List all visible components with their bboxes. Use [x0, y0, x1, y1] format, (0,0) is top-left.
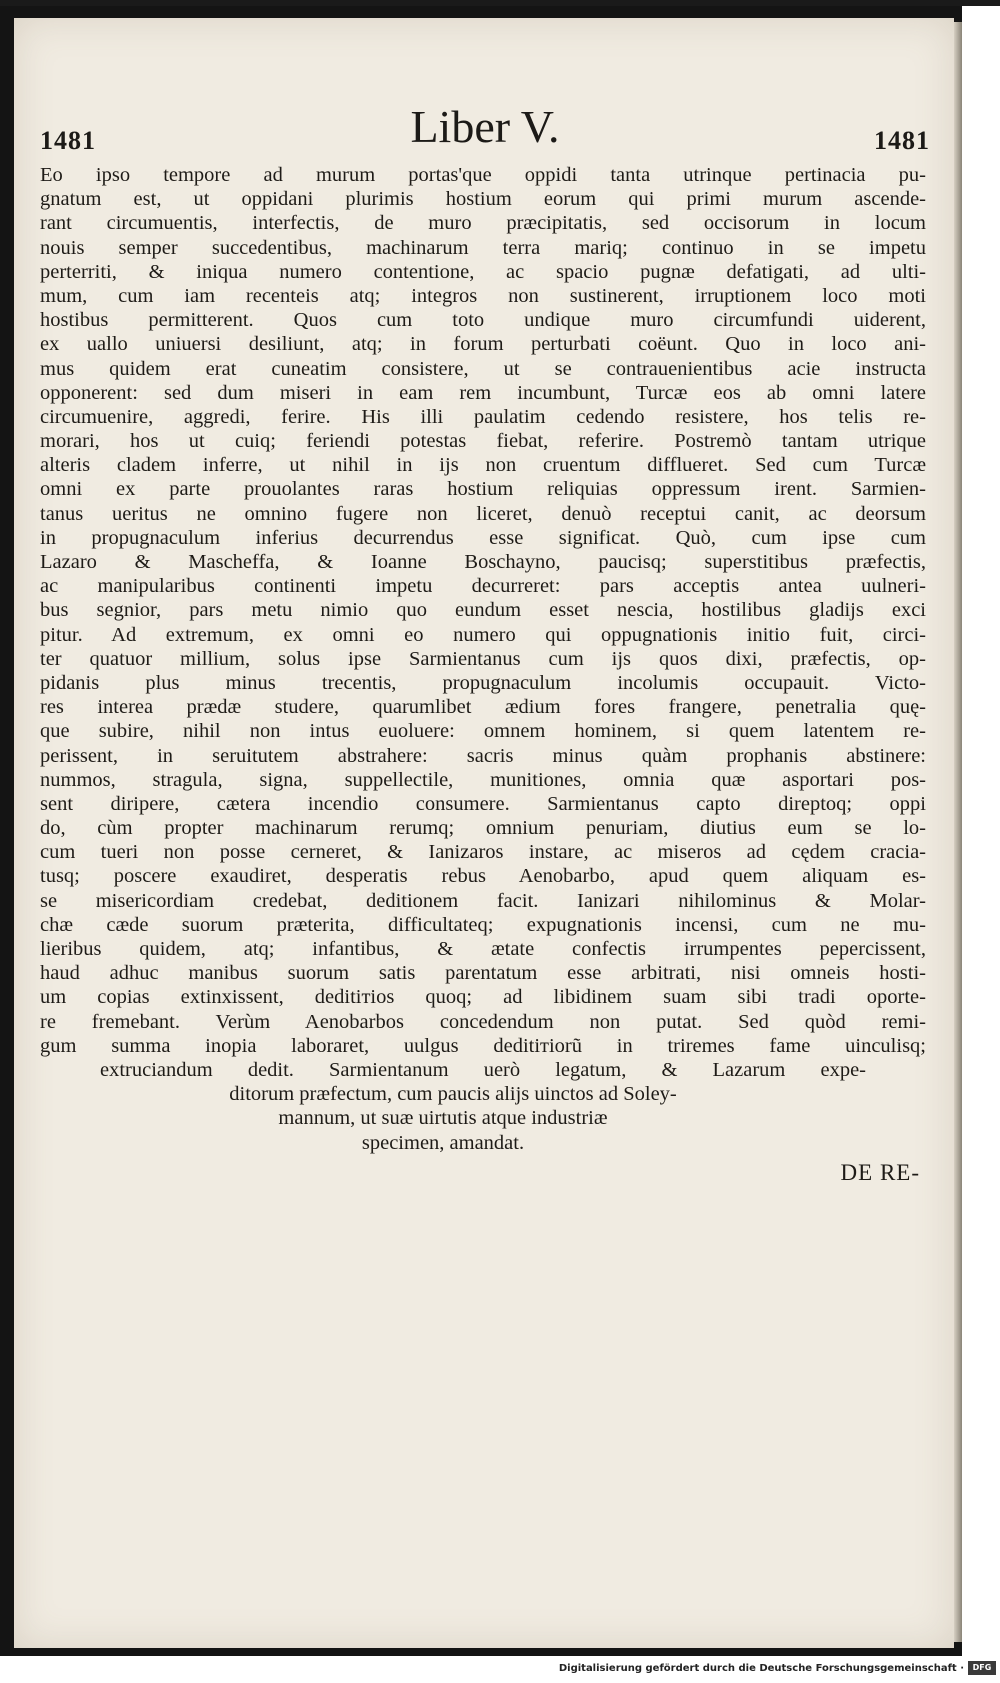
text-line-tail: extruciandum dedit. Sarmientanum uerò legatum, & Lazarum expe- [100, 1058, 866, 1081]
text-line: hostibus permitterent. Quos cum toto undique muro circumfundi uiderent, [40, 309, 926, 332]
text-line: morari, hos ut cuiq; feriendi potestas fiebat, referire. Postremò tantam utrique [40, 430, 926, 453]
text-line: perterriti, & iniqua numero contentione, ac spacio pugnæ defatigati, ad ulti- [40, 260, 926, 283]
text-line: tanus ueritus ne omnino fugere non liceret, denuò receptui canit, ac deorsum [40, 502, 926, 525]
text-line: ac manipularibus continenti impetu decurreret: pars acceptis antea uulneri- [40, 575, 926, 598]
page-edge [954, 22, 962, 1642]
text-line: mus quidem erat cuneatim consistere, ut se contrauenientibus acie instructa [40, 357, 926, 380]
text-line: re fremebant. Verùm Aenobarbos concedendum non putat. Sed quòd remi- [40, 1010, 926, 1033]
text-line: cum tueri non posse cerneret, & Ianizaros instare, ac miseros ad cędem craciа- [40, 841, 926, 864]
text-line: Eo ipso tempore ad murum portas'que oppidi tanta utrinque pertinacia pu- [40, 164, 926, 186]
text-line: ex uallo uniuersi desiliunt, atq; in forum perturbati coëunt. Quo in loco ani- [40, 333, 926, 356]
text-line: chæ cæde suorum præterita, difficultateq; expugnationis incensi, cum ne mu- [40, 913, 926, 936]
text-line-tail: ditorum præfectum, cum paucis alijs uinctos ad Soley- [229, 1083, 677, 1106]
body-text [40, 163, 926, 1155]
text-line: gum summa inopia laboraret, uulgus deditiтiorũ in triremes fame uinculisq; [40, 1034, 926, 1057]
catchword: DE RE- [840, 1160, 920, 1185]
text-line-tail: specimen, amandat. [361, 1131, 525, 1154]
text-line: um copias extinxissent, deditiтios quoq; ad libidinem suam sibi tradi oporte- [40, 986, 926, 1009]
text-line: in propugnaculum inferius decurrendus esse significat. Quò, cum ipse cum [40, 526, 926, 549]
text-line: pitur. Ad extremum, ex omni eo numero qui oppugnationis initio fuit, circi- [40, 623, 926, 646]
text-line: opponerent: sed dum miseri in eam rem incumbunt, Turcæ eos ab omni latere [40, 381, 926, 404]
text-line: omni ex parte prouolantes raras hostium reliquias oppressum irent. Sarmien- [40, 478, 926, 501]
text-line: bus segnior, pars metu nimio quo eundum esset nescia, hostilibus gladijs exci [40, 599, 926, 622]
folio-number-left: 1481 [40, 126, 96, 155]
dfg-logo: DFG [968, 1661, 996, 1675]
text-line: nouis semper succedentibus, machinarum terra mariq; continuo in se impetu [40, 236, 926, 259]
text-line: nummos, stragula, signa, suppellectile, munitiones, omnia quæ asportari pos- [40, 768, 926, 791]
text-line: que subire, nihil non intus euoluere: omnem hominem, si quem latentem re- [40, 720, 926, 743]
text-line: pidanis plus minus trecentis, propugnaculum incolumis occupauit. Victo- [40, 671, 926, 694]
text-line: se misericordiam credebat, deditionem facit. Ianizari nihilominus & Molar- [40, 889, 926, 912]
text-line: alteris cladem inferre, ut nihil in ijs non cruentum difflueret. Sed cum Turcæ [40, 454, 926, 477]
running-title: Liber V. [410, 101, 560, 152]
footer-bar [0, 1656, 1000, 1683]
page-header [40, 100, 930, 160]
text-line: circumuenire, aggredi, ferire. His illi paulatim cedendo resistere, hos telis re- [40, 405, 926, 428]
funding-credit: Digitalisierung gefördert durch die Deutsche Forschungsgemeinschaft · [558, 1663, 964, 1674]
text-line: sent diripere, cætera incendio consumere. Sarmientanus capto direptoq; oppi [40, 792, 926, 815]
text-line: do, cùm propter machinarum rerumq; omnium penuriam, diutius eum se lo- [40, 817, 926, 840]
text-line: perissent, in seruitutem abstrahere: sacris minus quàm prophanis abstinere: [40, 744, 926, 767]
text-line: tusq; poscere exaudiret, desperatis rebus Aenobarbo, apud quem aliquam es- [40, 865, 926, 888]
text-line: res interea prædæ studere, quarumlibet ædium fores frangere, penetralia quę- [40, 696, 926, 719]
text-line-tail: mannum, ut suæ uirtutis atque industriæ [278, 1107, 608, 1130]
text-line: lieribus quidem, atq; infantibus, & ætate confectis irrumpentes pepercissent, [40, 938, 926, 960]
text-line: haud adhuc manibus suorum satis parentatum esse arbitrati, nisi omneis hosti- [40, 962, 926, 985]
text-line: Lazaro & Mascheffa, & Ioanne Boschayno, paucisq; superstitibus præfectis, [40, 551, 926, 573]
text-line: gnatum est, ut oppidani plurimis hostium eorum qui primi murum ascende- [40, 188, 926, 211]
folio-number-right: 1481 [874, 126, 930, 155]
text-line: rant circumuentis, interfectis, de muro præcipitatis, sed occisorum in locum [40, 212, 926, 235]
text-line: ter quatuor millium, solus ipse Sarmientanus cum ijs quos dixi, præfectis, op- [40, 647, 926, 670]
text-line: mum, cum iam recenteis atq; integros non sustinerent, irruptionem loco moti [40, 284, 926, 307]
